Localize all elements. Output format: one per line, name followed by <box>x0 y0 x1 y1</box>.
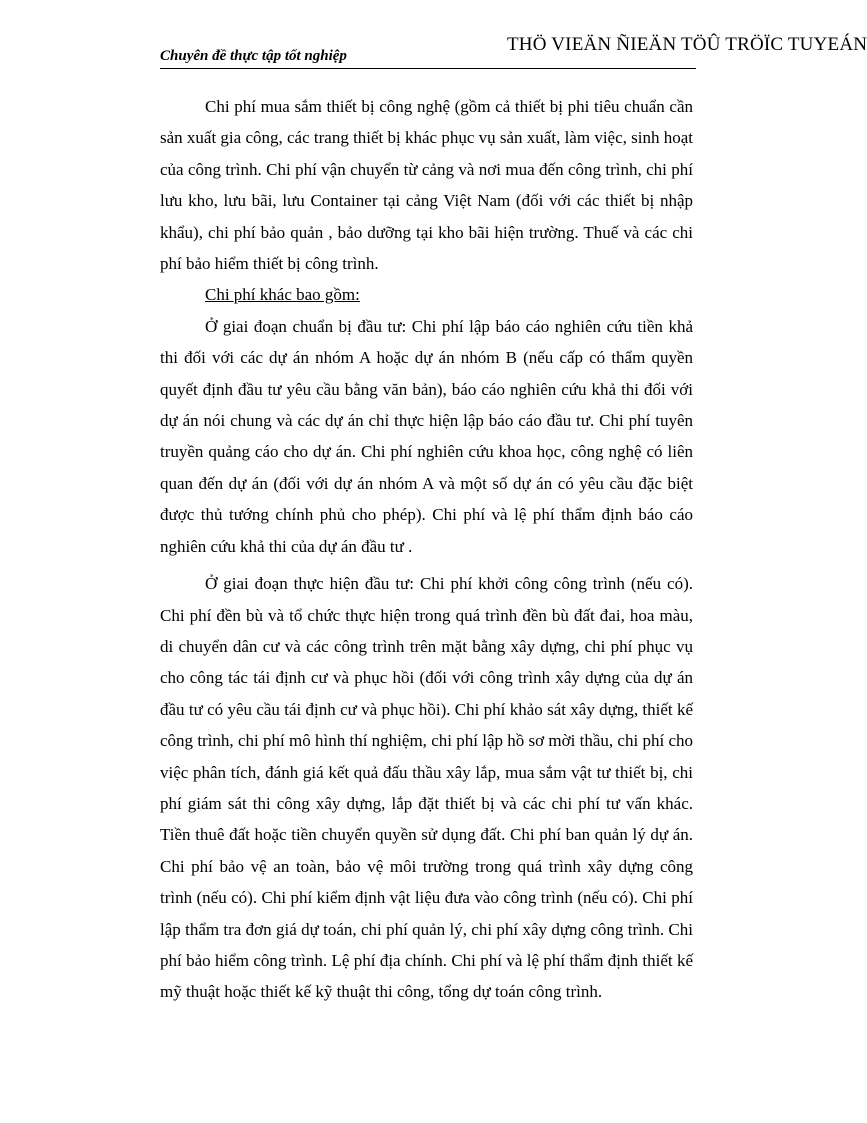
paragraph-equipment-costs: Chi phí mua sắm thiết bị công nghệ (gồm cả thiết bị phi tiêu chuẩn cần sản xuất gia công, các trang thiết bị khác phục vụ sản xuất, làm việc, sinh hoạt của công trình. Chi phí vận chuyển từ cảng và nơi mua đến công trình, chi phí lưu kho, lưu bãi, lưu Container tại cảng Việt Nam (đối với các thiết bị nhập khẩu), chi phí bảo quản , bảo dưỡng tại kho bãi hiện trường. Thuế và các chi phí bảo hiểm thiết bị công trình. <box>160 97 693 274</box>
document-title: Chuyên đề thực tập tốt nghiệp <box>160 48 347 64</box>
subheading-other-costs: Chi phí khác bao gồm: <box>205 285 360 305</box>
paragraph-preparation-phase: Ở giai đoạn chuẩn bị đầu tư: Chi phí lập báo cáo nghiên cứu tiền khả thi đối với các dự án nhóm A hoặc dự án nhóm B (nếu cấp có thẩm quyền quyết định đầu tư yêu cầu bằng văn bản), báo cáo nghiên cứu khả thi đối với dự án nói chung và các dự án chỉ thực hiện lập báo cáo đầu tư. Chi phí tuyên truyền quảng cáo cho dự án. Chi phí nghiên cứu khoa học, công nghệ có liên quan đến dự án (đối với dự án nhóm A và một số dự án có yêu cầu đặc biệt được thủ tướng chính phủ cho phép). Chi phí và lệ phí thẩm định báo cáo nghiên cứu khả thi của dự án đầu tư . <box>160 316 693 556</box>
section-subheading <box>160 279 693 310</box>
paragraph-implementation-phase: Ở giai đoạn thực hiện đầu tư: Chi phí khởi công công trình (nếu có). Chi phí đền bù và tổ chức thực hiện trong quá trình đền bù đất đai, hoa màu, di chuyển dân cư và các công trình trên mặt bằng xây dựng, chi phí phục vụ cho công tác tái định cư và phục hồi (đối với công trình xây dựng của dự án đầu tư có yêu cầu tái định cư và phục hồi). Chi phí khảo sát xây dựng, thiết kế công trình, chi phí mô hình thí nghiệm, chi phí lập hồ sơ mời thầu, chi phí cho việc phân tích, đánh giá kết quả đấu thầu xây lắp, mua sắm vật tư thiết bị, chi phí giám sát thi công xây dựng, lắp đặt thiết bị và các chi phí tư vấn khác. Tiền thuê đất hoặc tiền chuyển quyền sử dụng đất. Chi phí ban quản lý dự án. Chi phí bảo vệ an toàn, bảo vệ môi trường trong quá trình xây dựng công trình (nếu có). Chi phí kiểm định vật liệu đưa vào công trình (nếu có). Chi phí lập thẩm tra đơn giá dự toán, chi phí quản lý, chi phí xây dựng công trình. Chi phí bảo hiểm công trình. Lệ phí địa chính. Chi phí và lệ phí thẩm định thiết kế mỹ thuật hoặc thiết kế kỹ thuật thi công, tổng dự toán công trình. <box>160 574 693 1002</box>
library-banner: THÖ VIEÄN ÑIEÄN TÖÛ TRÖÏC TUYEÁN <box>507 34 867 55</box>
document-body <box>160 91 693 1008</box>
page-header <box>160 30 867 69</box>
